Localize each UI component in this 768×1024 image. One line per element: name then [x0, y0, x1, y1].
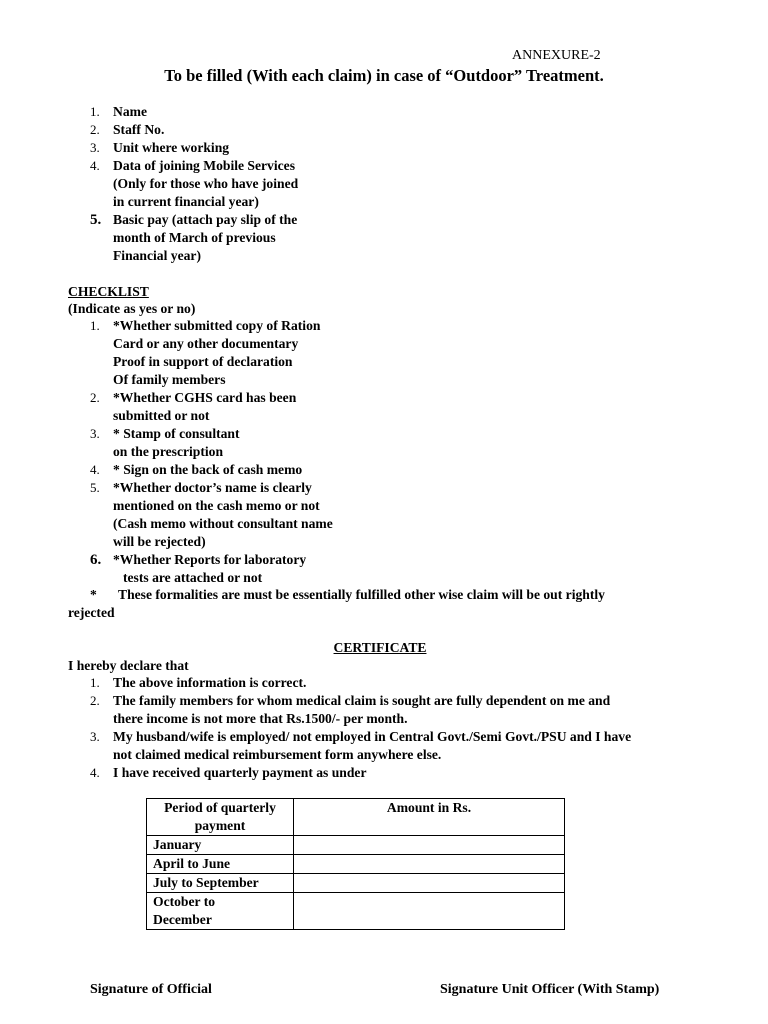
field-item	[68, 211, 298, 265]
note-asterisk: *	[90, 587, 97, 602]
certificate-text: not claimed medical reimbursement form anywhere else.	[113, 747, 442, 762]
annexure-label: ANNEXURE-2	[512, 48, 601, 63]
certificate-item	[68, 674, 631, 692]
checklist-subheading: (Indicate as yes or no)	[68, 301, 196, 316]
checklist-text: * Stamp of consultant	[113, 426, 240, 441]
certificate-number: 3.	[90, 729, 100, 744]
checklist-heading: CHECKLIST	[68, 284, 149, 299]
amount-cell[interactable]	[294, 855, 565, 874]
checklist-number: 2.	[90, 390, 100, 405]
declaration-intro: I hereby declare that	[68, 658, 189, 673]
checklist-number: 4.	[90, 462, 100, 477]
table-header-row	[147, 799, 565, 836]
form-title: To be filled (With each claim) in case of “Outdoor” Treatment.	[164, 66, 604, 85]
table-row	[147, 855, 565, 874]
field-number: 2.	[90, 122, 100, 137]
checklist-text: *Whether Reports for laboratory	[113, 552, 307, 567]
certificate-item	[68, 728, 631, 764]
checklist-text: mentioned on the cash memo or not	[113, 498, 320, 513]
field-label: Unit where working	[113, 140, 230, 155]
signature-unit-officer: Signature Unit Officer (With Stamp)	[440, 982, 660, 997]
table-row	[147, 874, 565, 893]
checklist-text: (Cash memo without consultant name	[113, 516, 333, 531]
certificate-number: 1.	[90, 675, 100, 690]
certificate-number: 4.	[90, 765, 100, 780]
checklist-item	[68, 461, 333, 479]
checklist-text: on the prescription	[113, 444, 224, 459]
note-text: These formalities are must be essentially fulfilled other wise claim will be out rightly	[118, 587, 605, 602]
checklist-text: Of family members	[113, 372, 226, 387]
checklist-text: *Whether CGHS card has been	[113, 390, 297, 405]
checklist-text: tests are attached or not	[123, 570, 263, 585]
checklist-text: will be rejected)	[113, 534, 206, 549]
amount-cell[interactable]	[294, 874, 565, 893]
field-label: Basic pay (attach pay slip of the	[113, 212, 298, 227]
field-number: 3.	[90, 140, 100, 155]
certificate-heading: CERTIFICATE	[333, 640, 427, 655]
checklist-item	[68, 389, 333, 425]
checklist-item	[68, 479, 333, 551]
field-label-cont: month of March of previous	[113, 230, 276, 245]
checklist-text: *Whether submitted copy of Ration	[113, 318, 321, 333]
period-column-header	[147, 799, 294, 836]
field-label-cont: (Only for those who have joined	[113, 176, 299, 191]
signature-official: Signature of Official	[90, 982, 212, 997]
certificate-text: The above information is correct.	[113, 675, 307, 690]
checklist-items	[68, 317, 333, 587]
note-text-cont: rejected	[68, 605, 115, 620]
certificate-number: 2.	[90, 693, 100, 708]
checklist-number: 6.	[90, 552, 102, 568]
period-header-line: payment	[194, 818, 246, 833]
period-cell: April to June	[147, 855, 294, 874]
certificate-text: The family members for whom medical claim is sought are fully dependent on me and	[113, 693, 611, 708]
checklist-item	[68, 425, 333, 461]
quarterly-payment-table	[146, 798, 565, 930]
field-number: 5.	[90, 212, 102, 228]
checklist-text: * Sign on the back of cash memo	[113, 462, 303, 477]
checklist-item	[68, 317, 333, 389]
certificate-text: I have received quarterly payment as under	[113, 765, 367, 780]
checklist-text: Card or any other documentary	[113, 336, 299, 351]
field-item	[68, 157, 298, 211]
period-cell: January	[147, 836, 294, 855]
field-label-cont: Financial year)	[113, 248, 201, 263]
checklist-text: Proof in support of declaration	[113, 354, 293, 369]
field-item	[68, 139, 298, 157]
field-item	[68, 103, 298, 121]
amount-cell[interactable]	[294, 836, 565, 855]
period-cell: July to September	[147, 874, 294, 893]
period-header-line: Period of quarterly	[164, 800, 276, 815]
field-number: 1.	[90, 104, 100, 119]
certificate-text: My husband/wife is employed/ not employed in Central Govt./Semi Govt./PSU and I have	[113, 729, 632, 744]
checklist-number: 3.	[90, 426, 100, 441]
period-cell-line: December	[153, 912, 212, 927]
field-label: Name	[113, 104, 147, 119]
field-item	[68, 121, 298, 139]
certificate-item	[68, 692, 631, 728]
checklist-number: 1.	[90, 318, 100, 333]
table-row	[147, 836, 565, 855]
field-number: 4.	[90, 158, 100, 173]
personal-fields-list	[68, 103, 298, 265]
period-cell-line: October to	[153, 894, 216, 909]
amount-column-header: Amount in Rs.	[294, 799, 565, 836]
field-label: Staff No.	[113, 122, 165, 137]
checklist-text: submitted or not	[113, 408, 210, 423]
certificate-item	[68, 764, 631, 782]
field-label: Data of joining Mobile Services	[113, 158, 295, 173]
amount-cell[interactable]	[294, 893, 565, 930]
field-label-cont: in current financial year)	[113, 194, 259, 209]
certificate-items	[68, 674, 631, 782]
checklist-item	[68, 551, 333, 587]
certificate-text: there income is not more that Rs.1500/- per month.	[113, 711, 408, 726]
period-cell	[147, 893, 294, 930]
checklist-number: 5.	[90, 480, 100, 495]
checklist-text: *Whether doctor’s name is clearly	[113, 480, 312, 495]
table-row	[147, 893, 565, 930]
